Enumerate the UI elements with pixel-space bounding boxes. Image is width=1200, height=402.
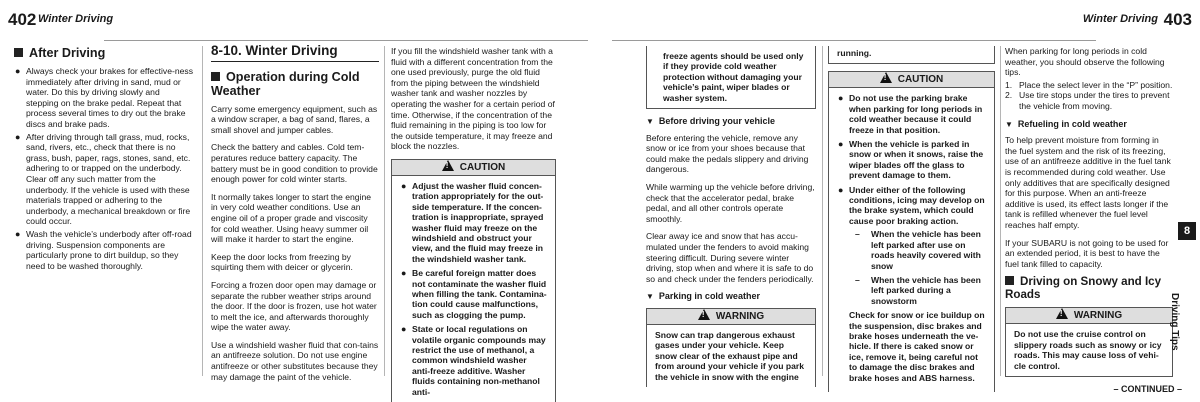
warning-text: Do not use the cruise control on slippery roads such as snowy or icy roads. This may cause loss of vehi-cle control. — [1014, 329, 1162, 371]
bullet-dot-icon: ● — [838, 139, 844, 150]
caution-continued-text: freeze agents should be used only if they provide cold weather protection without damaging your vehicle’s paint, wiper blades or washer system. — [663, 51, 804, 103]
triangle-down-icon: ▼ — [1005, 119, 1013, 129]
after-driving-heading: After Driving — [14, 46, 194, 60]
square-bullet-icon — [1005, 276, 1014, 285]
bullet-dot-icon: ● — [401, 268, 407, 279]
list-item: 1. Place the select lever in the “P” position. — [1005, 79, 1173, 90]
after-driving-list — [14, 66, 194, 271]
parking-caution-column — [828, 46, 995, 399]
left-page — [0, 0, 588, 402]
warning-header: !WARNING — [1006, 308, 1172, 324]
caution-box — [828, 71, 995, 392]
right-running-title: Winter Driving — [1082, 13, 1158, 25]
paragraph: To help prevent moisture from forming in the fuel system and the risk of its freezing, use of an antifreeze additive in the fuel tank is recommended during cold weather. Use only additives that are specifically designed for this purpose. When an anti-freeze additive is used, its effect lasts longer if the tank is refilled whenever the fuel level reaches half empty. — [1005, 135, 1171, 230]
triangle-down-icon: ▼ — [646, 292, 654, 302]
left-page-header — [0, 10, 588, 38]
paragraph: While warming up the vehicle before driving, check that the accelerator pedal, brake pedal, and all other controls operate smoothly. — [646, 182, 815, 224]
left-running-title: Winter Driving — [38, 13, 114, 25]
parking-heading: ▼ Parking in cold weather — [646, 291, 760, 302]
triangle-down-icon: ▼ — [646, 117, 654, 127]
list-item: ● Always check your brakes for effective-ness immediately after driving in sand, mud or water. Do this by driving slowly and stepping on the brake pedal. Repeat that process several times to dry out the brake discs and brake pads. — [15, 66, 194, 129]
list-item: ● Be careful foreign matter does not contaminate the washer fluid when filling the tank. Contamina-tion could cause malfunctions, such as clogging the pump. — [401, 268, 547, 320]
chapter-label: Driving Tips — [1169, 293, 1180, 351]
before-driving-column — [646, 46, 816, 394]
list-item: ● Adjust the washer fluid concen-tration appropriately for the out-side temperature. If the concen-tration is inappropriate, sprayed washer fluid may freeze on the windshield and obstruct your view, and the fluid may freeze in the windshield washer tank. — [401, 180, 544, 264]
right-page-number: 403 — [1163, 10, 1192, 29]
list-item: – When the vehicle has been left parked during a snowstorm — [855, 274, 981, 306]
refueling-heading: ▼ Refueling in cold weather — [1005, 118, 1127, 129]
list-item: 2. Use tire stops under the tires to prevent the vehicle from moving. — [1005, 90, 1170, 111]
bullet-dot-icon: ● — [838, 93, 844, 104]
paragraph: Use a windshield washer fluid that con-tains an antifreeze solution. Do not use engine antifreeze or other substitutes because they may damage the paint of the vehicle. — [211, 339, 379, 382]
bullet-dot-icon: ● — [401, 324, 407, 335]
warning-box — [646, 308, 816, 387]
caution-list — [837, 93, 986, 383]
paragraph: If you fill the windshield washer tank with a fluid with a different concentration from the one used previously, purge the old fluid from the piping between the windshield washer tank and washer nozzles by operating the washer for a certain period of time. Otherwise, if the concentration of the fluid remaining in the piping is too low for the outside temperature, it may freeze and block the nozzles. — [391, 46, 555, 152]
column-divider — [384, 46, 385, 376]
bullet-dot-icon: ● — [838, 184, 844, 195]
column-divider — [202, 46, 203, 376]
bullet-dot-icon: ● — [401, 180, 407, 191]
column-divider — [1000, 46, 1001, 376]
icing-conditions-list — [855, 229, 986, 306]
caution-triangle-icon — [442, 160, 454, 171]
warning-triangle-icon — [698, 309, 710, 320]
paragraph: Check the battery and cables. Cold tem-peratures reduce battery capacity. The battery must be in good condition to provide enough power for cold winter starts. — [211, 142, 378, 185]
caution-header: !CAUTION — [392, 160, 555, 176]
winter-driving-column — [211, 43, 379, 389]
warning-text: Snow can trap dangerous exhaust gases under your vehicle. Keep snow clear of the exhaust pipe and from around your vehicle if you park the vehicle in snow with the engine — [655, 329, 804, 382]
closing-text: Check for snow or ice buildup on the suspension, disc brakes and brake hoses underneath the ve-hicle. If there is caked snow or ice, remove it, being careful not to damage the disc brakes and brake hoses and ABS harness. — [849, 310, 985, 383]
right-page-header — [612, 10, 1200, 38]
washer-fluid-column — [391, 46, 556, 402]
paragraph: If your SUBARU is not going to be used for an extended period, it is best to have the fuel tank filled to capacity. — [1005, 237, 1169, 269]
paragraph: When parking for long periods in cold weather, you should observe the following tips. — [1005, 46, 1165, 78]
section-title: 8-10. Winter Driving — [211, 46, 379, 62]
caution-list — [400, 181, 547, 397]
list-item: ● Do not use the parking brake when parking for long periods in cold weather because it could freeze in that position. — [838, 93, 983, 135]
list-item: ● Wash the vehicle’s underbody after off-road driving. Suspension components are particularly prone to dirt buildup, so they need to be washed thoroughly. — [15, 228, 192, 271]
paragraph: Carry some emergency equipment, such as a window scraper, a bag of sand, flares, a small shovel and jumper cables. — [211, 103, 378, 135]
list-item: ● When the vehicle is parked in snow or when it snows, raise the wiper blades off the glass to prevent damage to them. — [838, 139, 984, 181]
right-page — [612, 0, 1200, 402]
bullet-dot-icon: ● — [15, 228, 21, 239]
paragraph: Keep the door locks from freezing by squirting them with deicer or glycerin. — [211, 251, 353, 273]
bullet-dot-icon: ● — [15, 66, 21, 76]
paragraph: Forcing a frozen door open may damage or separate the rubber weather strips around the door. If the door is frozen, use hot water to melt the ice, and afterwards thoroughly wipe the water away. — [211, 279, 377, 333]
warning-continued-text: running. — [837, 48, 872, 58]
caution-header: !CAUTION — [829, 72, 994, 88]
caution-box — [391, 159, 556, 402]
paragraph: Before entering the vehicle, remove any snow or ice from your shoes because that could make the pedals slippery and driving dangerous. — [646, 132, 809, 175]
header-rule — [104, 40, 588, 41]
snowy-roads-heading: Driving on Snowy and Icy Roads — [1005, 275, 1162, 301]
list-item: – When the vehicle has been left parked after use on roads heavily covered with snow — [855, 229, 981, 271]
warning-header: !WARNING — [647, 309, 815, 325]
before-driving-heading: ▼ Before driving your vehicle — [646, 116, 775, 127]
paragraph: It normally takes longer to start the engine in very cold weather conditions. Use an engine oil of a proper grade and viscosity for cold weather. Using heavy summer oil will make it harder to start the engine. — [211, 191, 372, 245]
column-divider — [822, 46, 823, 376]
square-bullet-icon — [14, 48, 23, 57]
warning-continued-box — [828, 46, 995, 64]
paragraph: Clear away ice and snow that has accu-mulated under the fenders to avoid making steering difficult. During severe winter driving, stop when and where it is safe to do so and check under the fenders periodically. — [646, 231, 814, 284]
caution-continued-box — [646, 46, 816, 109]
caution-triangle-icon — [880, 72, 892, 83]
continued-label: – CONTINUED – — [1113, 384, 1182, 394]
cold-weather-heading: Operation during Cold Weather — [211, 69, 360, 98]
list-item: ● After driving through tall grass, mud, rocks, sand, rivers, etc., check that there is no grass, bush, paper, rags, stones, sand, etc. adhering to or trapped on the underbody. Clear off any such matter from the underbody. If the vehicle is used with these materials trapped or adhering to the underbody, a mechanical breakdown or fire could occur. — [15, 131, 191, 227]
warning-triangle-icon — [1056, 308, 1068, 319]
square-bullet-icon — [211, 72, 220, 81]
parking-steps — [1005, 80, 1173, 112]
refueling-column — [1005, 46, 1173, 384]
chapter-tab: 8 — [1178, 222, 1196, 240]
list-item: ● State or local regulations on volatile organic compounds may restrict the use of methanol, a common windshield washer anti-freeze additive. Washer fluids containing non-methanol anti- — [401, 324, 546, 397]
warning-box — [1005, 307, 1173, 377]
after-driving-column — [14, 46, 194, 273]
left-page-number: 402 — [8, 10, 37, 29]
bullet-dot-icon: ● — [15, 131, 21, 142]
header-rule — [612, 40, 1096, 41]
list-item: ● Under either of the following conditions, icing may develop on the brake system, which could cause poor braking action. – When the vehicle has been left parked after use on roads heavily covered with snow – When the vehicle has been left parked during a snowstorm Check for snow or ice buildup on the suspension, disc brakes and brake hoses underneath the ve-hicle. If there is caked snow or ice, remove it, being careful not to damage the disc brakes and brake hoses and ABS harness. — [838, 184, 985, 383]
